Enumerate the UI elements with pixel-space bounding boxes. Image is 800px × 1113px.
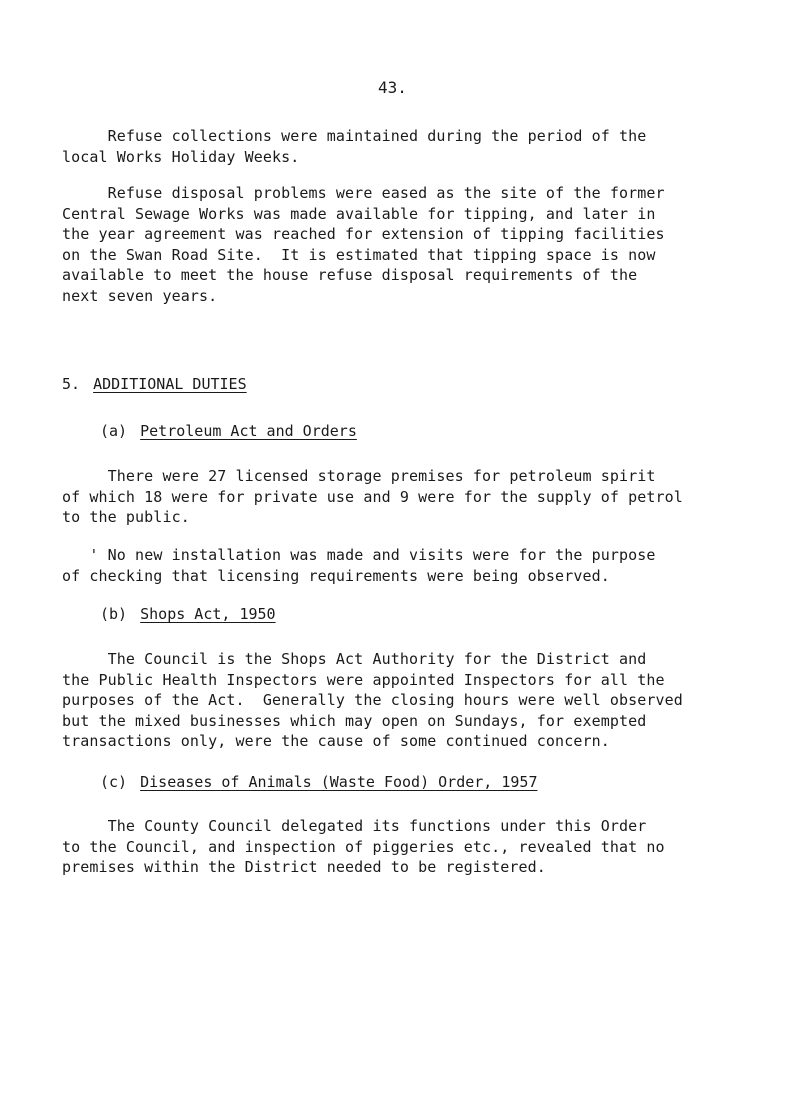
paragraph-refuse-disposal: Refuse disposal problems were eased as the site of the former Central Sewage Works was made available for tipping, and later in the year agreement was reached for extension of tipping facilities on the Swan Road Site. It is estimated that tipping space is now available to meet the house refuse disposal requirements of the next seven years. <box>62 184 665 305</box>
paragraph-shops-act: The Council is the Shops Act Authority for the District and the Public Health Inspectors were appointed Inspectors for all the purposes of the Act. Generally the closing hours were well observed but the mixed businesses which may open on Sundays, for exempted transactions only, were the cause of some continued concern. <box>62 650 683 750</box>
subsection-c-title: Diseases of Animals (Waste Food) Order, 1957 <box>140 773 538 791</box>
paragraph-refuse-collections: Refuse collections were maintained during the period of the local Works Holiday Weeks. <box>62 127 647 166</box>
page-number: 43. <box>378 78 407 97</box>
section-number: 5. <box>62 375 81 393</box>
paragraph-diseases-order: The County Council delegated its functions under this Order to the Council, and inspection of piggeries etc., revealed that no premises within the District needed to be registered. <box>62 817 665 876</box>
subsection-a-title: Petroleum Act and Orders <box>140 422 357 440</box>
paragraph-installation-visits: ' No new installation was made and visits were for the purpose of checking that licensing requirements were being observed. <box>62 546 656 585</box>
subsection-a-label: (a) <box>100 422 128 440</box>
section-heading <box>62 374 247 394</box>
section-title: ADDITIONAL DUTIES <box>93 375 247 393</box>
subsection-b-label: (b) <box>100 605 128 623</box>
subsection-a-heading <box>100 421 357 441</box>
subsection-b-title: Shops Act, 1950 <box>140 605 276 623</box>
paragraph-petroleum-premises: There were 27 licensed storage premises for petroleum spirit of which 18 were for private use and 9 were for the supply of petrol to the public. <box>62 467 683 526</box>
subsection-c-label: (c) <box>100 773 128 791</box>
subsection-c-heading <box>100 772 537 792</box>
subsection-b-heading <box>100 604 276 624</box>
